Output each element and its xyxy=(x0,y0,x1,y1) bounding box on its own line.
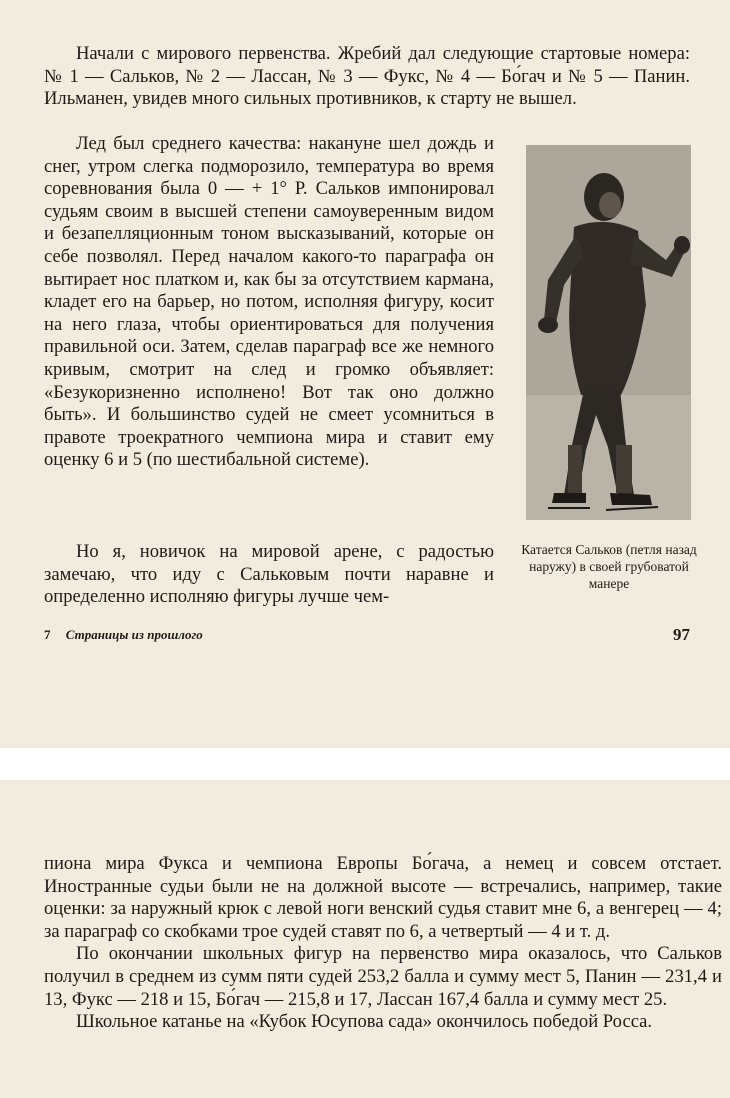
paragraph-start-order: Начали с мирового первенства. Жребий дал следующие стартовые номера: № 1 — Сальков, № 2 — Лассан, № 3 — Фукс, № 4 — Бо́гач и № 5 — Панин. Ильманен, увидев много сильных противников, к старту не вышел. xyxy=(44,43,690,110)
paragraph-ice-quality: Лед был среднего качества: накануне шел дождь и снег, утром слегка подморозило, температура во время соревнования была 0 — + 1° Р. Сальков импонировал судьям своим в высшей степени самоуверенным видом и безапелляционным тоном высказываний, которые он себе позволял. Перед началом какого-то параграфа он вытирает нос платком и, как бы за отсутствием кармана, кладет его на барьер, но потом, исполняя фигуру, косит на него глаза, чтобы ориентироваться для получения правильной оси. Затем, сделав параграф все же немного кривым, смотрит на след и громко объявляет: «Безукоризненно исполнено! Вот так оно должно быть». И большинство судей не смеет усомниться в правоте троекратного чемпиона мира и ставит ему оценку 6 и 5 (по шестибальной системе). xyxy=(44,133,494,471)
text-block-intro xyxy=(44,43,690,111)
skater-figure-illustration xyxy=(526,145,691,520)
skater-photo xyxy=(526,145,691,520)
paragraph-newcomer: Но я, новичок на мировой арене, с радостью замечаю, что иду с Сальковым почти наравне и определенно исполняю фигуры лучше чем- xyxy=(44,541,494,608)
page-number: 97 xyxy=(673,625,690,644)
text-column-main xyxy=(44,133,494,472)
signature-mark: 7 xyxy=(44,627,51,642)
paragraph-cup: Школьное катанье на «Кубок Юсупова сада» окончилось победой Росса. xyxy=(76,1011,653,1033)
paragraph-results: По окончании школьных фигур на первенство мира оказалось, что Сальков получил в среднем из сумм пяти судей 253,2 балла и сумму мест 5, Панин — 231,4 и 13, Фукс — 218 и 15, Бо́гач — 215,8 и 17, Лассан 167,4 балла и сумму мест 25. xyxy=(44,943,722,1010)
photo-caption: Катается Сальков (петля назад наружу) в своей грубоватой манере xyxy=(521,542,697,591)
running-footer-title: Страницы из прошлого xyxy=(65,627,203,642)
page-footer xyxy=(44,627,203,643)
paragraph-judges: пиона мира Фукса и чемпиона Европы Бо́гача, а немец и совсем отстает. Иностранные судьи были не на должной высоте — встречались, например, такие оценки: за наружный крюк с левой ноги венский судья ставит мне 6, а венгерец — 4; за параграф со скобками трое судей ставят по 6, а четвертый — 4 и т. д. xyxy=(44,853,722,942)
text-block-continuation xyxy=(44,541,494,609)
text-column-next-page xyxy=(44,853,722,1034)
